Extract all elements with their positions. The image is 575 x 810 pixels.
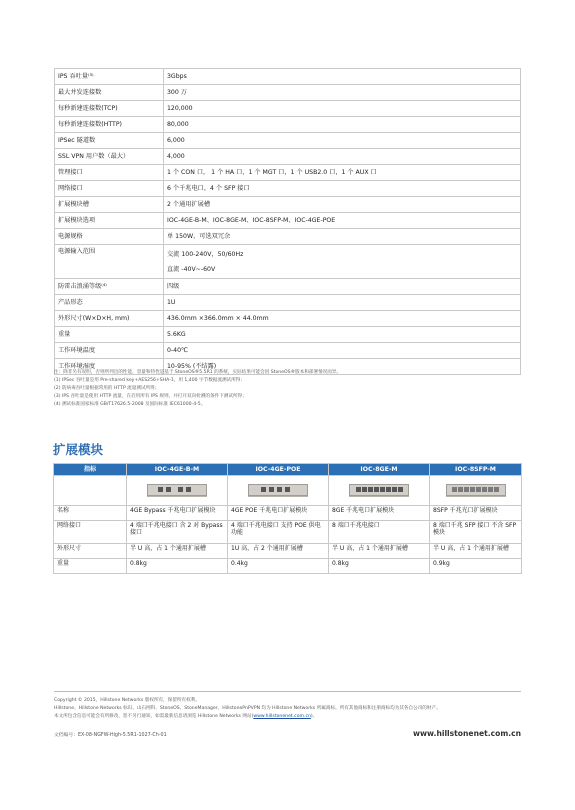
empty-cell [54, 476, 127, 506]
spec-value: 436.0mm ×366.0mm × 44.0mm [164, 311, 521, 327]
module-row [54, 544, 522, 559]
spec-label: 防雷击浪涌等级⁽⁴⁾ [55, 279, 164, 295]
header-cell: IOC-4GE-B-M [127, 464, 228, 476]
spec-row [55, 197, 521, 213]
module-row [54, 559, 522, 574]
spec-row [55, 133, 521, 149]
document-number: 文档编号：EX-08-NGFW-High-5.5R1-1027-Ch-01 [54, 733, 167, 738]
spec-row [55, 245, 521, 279]
copyright-text: Copyright © 2015，Hillstone Networks 版权所有，保留所有权利。 [54, 698, 200, 703]
header-cell: IOC-8SFP-M [430, 464, 522, 476]
header-cell: IOC-4GE-POE [228, 464, 329, 476]
spec-label: 重量 [55, 327, 164, 343]
spec-row [55, 213, 521, 229]
spec-value: 2 个通用扩展槽 [164, 197, 521, 213]
module-image-8ge [349, 484, 409, 496]
spec-label: 网络接口 [55, 181, 164, 197]
spec-value: 6,000 [164, 133, 521, 149]
spec-label: 每秒新建连接数(TCP) [55, 101, 164, 117]
cell: 4GE POE 千兆电口扩展模块 [228, 506, 329, 521]
spec-label: 管理接口 [55, 165, 164, 181]
spec-label: 扩展模块选项 [55, 213, 164, 229]
spec-row [55, 295, 521, 311]
spec-label: IPS 吞吐量⁽³⁾ [55, 69, 164, 85]
spec-value: 5.6KG [164, 327, 521, 343]
spec-label: 工作环境湿度 [55, 359, 164, 375]
trademark-text: Hillstone、Hillstone Networks 标识、山石网科、StoneOS、StoneManager、HillstonePnPVPN 均为 Hillstone Networks 所属商标。所有其他商标和注册商标均为其各自公司的财产。 [54, 706, 441, 711]
spec-value: 3Gbps [164, 69, 521, 85]
spec-label: 电源规格 [55, 229, 164, 245]
cell: 半 U 高，占 1 个通用扩展槽 [430, 544, 522, 559]
module-image-4ge-b [147, 484, 207, 496]
spec-value-line: 直流 -40V~-60V [167, 265, 216, 273]
spec-value: 120,000 [164, 101, 521, 117]
spec-row [55, 181, 521, 197]
row-label: 外形尺寸 [54, 544, 127, 559]
spec-label: 电源输入范围 [55, 245, 164, 279]
note-line: (4) 测试标准国家标准 GB/T17626.5-2008 及国际标准 IEC61000-4-5。 [54, 402, 206, 407]
spec-row [55, 101, 521, 117]
spec-row [55, 311, 521, 327]
cell: 4 端口千兆电接口 含 2 对 Bypass 接口 [127, 521, 228, 544]
cell: 半 U 高，占 1 个通用扩展槽 [127, 544, 228, 559]
cell: 0.9kg [430, 559, 522, 574]
spec-value: IOC-4GE-B-M、IOC-8GE-M、IOC-8SFP-M、IOC-4GE-POE [164, 213, 521, 229]
footer-divider [54, 691, 521, 692]
website-link[interactable]: www.hillstonenet.com.cn [253, 714, 311, 719]
cell: 0.4kg [228, 559, 329, 574]
spec-label: 工作环境温度 [55, 343, 164, 359]
note-line: (2) 防病毒吞吐量根据常用的 HTTP 流量测试所得； [54, 386, 160, 391]
spec-table [54, 68, 521, 375]
disclaimer-text [54, 713, 534, 721]
module-header-row [54, 464, 522, 476]
spec-row [55, 85, 521, 101]
module-row [54, 521, 522, 544]
spec-value: 0-40℃ [164, 343, 521, 359]
note-line: 注：除非另有说明，否则所列出的性能，容量和特性是基于 StoneOS®5.5R1 的系统，实际结果可能会因 StoneOS®版本和部署情况而异。 [54, 370, 342, 375]
spec-label: 最大并发连接数 [55, 85, 164, 101]
cell: 8GE 千兆电口扩展模块 [329, 506, 430, 521]
cell: 4 端口千兆电接口 支持 POE 供电功能 [228, 521, 329, 544]
spec-row [55, 149, 521, 165]
section-title: 扩展模块 [53, 442, 104, 457]
cell: 0.8kg [127, 559, 228, 574]
spec-value-line: 交流 100-240V，50/60Hz [167, 250, 244, 258]
spec-row [55, 229, 521, 245]
spec-label: 产品形态 [55, 295, 164, 311]
cell: 8 端口千兆 SFP 接口 不含 SFP 模块 [430, 521, 522, 544]
note-line: (3) IPS 吞吐量是使用 HTTP 流量，在启用所有 IPS 规则，并打开双向检测的条件下测试所得； [54, 394, 247, 399]
module-image-row [54, 476, 522, 506]
spec-label: SSL VPN 用户数（最大） [55, 149, 164, 165]
row-label: 网络接口 [54, 521, 127, 544]
spec-label: 外形尺寸(W×D×H, mm) [55, 311, 164, 327]
spec-row [55, 279, 521, 295]
cell: 8SFP 千兆光口扩展模块 [430, 506, 522, 521]
spec-label: IPSec 隧道数 [55, 133, 164, 149]
cell: 4GE Bypass 千兆电口扩展模块 [127, 506, 228, 521]
spec-row [55, 343, 521, 359]
disclaimer-suffix: )。 [310, 714, 318, 719]
header-cell: 指标 [54, 464, 127, 476]
disclaimer-prefix: 本文所包含信息可能会有所修改，恕不另行通知，如需最新信息请浏览 Hillstone Networks 网站( [54, 714, 254, 719]
spec-label: 扩展模块槽 [55, 197, 164, 213]
notes [54, 369, 534, 409]
module-row [54, 506, 522, 521]
spec-value: 80,000 [164, 117, 521, 133]
cell: 0.8kg [329, 559, 430, 574]
cell: 1U 高，占 2 个通用扩展槽 [228, 544, 329, 559]
cell: 半 U 高，占 1 个通用扩展槽 [329, 544, 430, 559]
spec-row [55, 69, 521, 85]
spec-value: 4,000 [164, 149, 521, 165]
row-label: 重量 [54, 559, 127, 574]
note-line: (1) IPSec 吞吐量是用 Pre-shared key+AES256+SHA-1，用 1,400 字节数据流测试所得； [54, 378, 245, 383]
footer [54, 697, 534, 721]
row-label: 名称 [54, 506, 127, 521]
spec-value [164, 245, 521, 279]
header-cell: IOC-8GE-M [329, 464, 430, 476]
spec-value: 6 个千兆电口，4 个 SFP 接口 [164, 181, 521, 197]
site-url[interactable]: www.hillstonenet.com.cn [413, 729, 522, 738]
spec-row [55, 165, 521, 181]
spec-row [55, 117, 521, 133]
cell: 8 端口千兆电接口 [329, 521, 430, 544]
module-image-4ge-poe [248, 484, 308, 496]
spec-value: 四级 [164, 279, 521, 295]
spec-label: 每秒新建连接数(HTTP) [55, 117, 164, 133]
spec-row [55, 327, 521, 343]
spec-value: 1 个 CON 口， 1 个 HA 口，1 个 MGT 口，1 个 USB2.0 口，1 个 AUX 口 [164, 165, 521, 181]
spec-value: 单 150W，可选双冗余 [164, 229, 521, 245]
module-image-8sfp [446, 484, 506, 496]
module-table [53, 463, 522, 574]
spec-value: 300 万 [164, 85, 521, 101]
spec-value: 10-95% (不结露) [164, 359, 521, 375]
spec-value: 1U [164, 295, 521, 311]
